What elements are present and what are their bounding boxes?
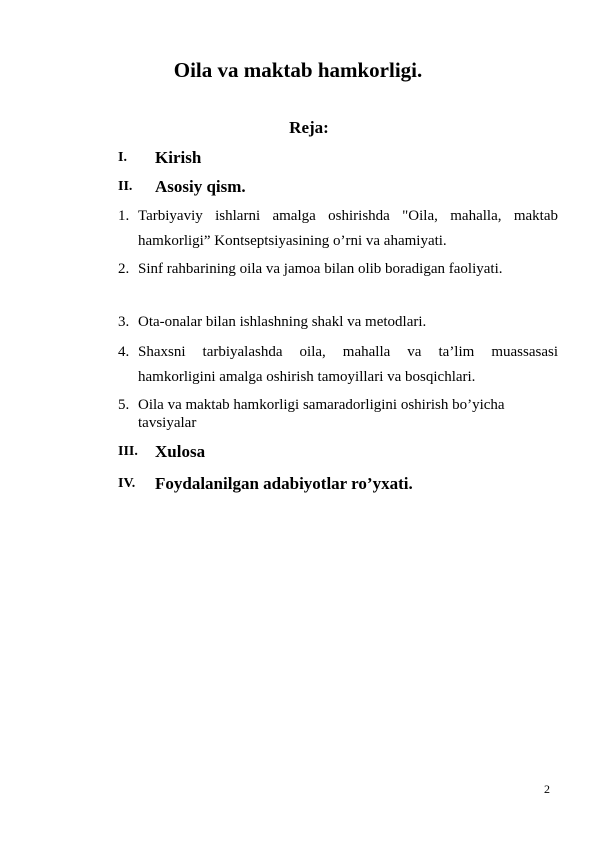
plan-item-number: 3. (118, 314, 130, 330)
section-numeral: II. (118, 179, 133, 194)
plan-item-text: Ota-onalar bilan ishlashning shakl va metodlari. (138, 314, 427, 330)
plan-item-text: Tarbiyaviy ishlarni amalga oshirishda "Oila, mahalla, maktab hamkorligi” Kontseptsiyasining o’rni va ahamiyati. (138, 208, 558, 249)
plan-item-number: 1. (118, 208, 130, 224)
plan-item-number: 5. (118, 397, 130, 413)
section-numeral: I. (118, 150, 127, 165)
section-label: Xulosa (155, 442, 206, 461)
section-numeral: III. (118, 444, 138, 459)
plan-item-text: Shaxsni tarbiyalashda oila, mahalla va ta’lim muassasasi hamkorligini amalga oshirish tamoyillari va bosqichlari. (138, 344, 558, 385)
plan-heading: Reja: (289, 118, 329, 137)
plan-item-number: 4. (118, 344, 130, 360)
document-title: Oila va maktab hamkorligi. (173, 58, 423, 82)
section-numeral: IV. (118, 476, 136, 491)
section-label: Foydalanilgan adabiyotlar ro’yxati. (155, 474, 413, 493)
plan-item-text: Sinf rahbarining oila va jamoa bilan olib boradigan faoliyati. (138, 261, 503, 277)
plan-item-text: Oila va maktab hamkorligi samaradorligini oshirish bo’yicha tavsiyalar (138, 397, 505, 431)
section-label: Kirish (155, 148, 202, 167)
section-label: Asosiy qism. (155, 177, 246, 196)
page-number: 2 (544, 782, 550, 796)
plan-item-number: 2. (118, 261, 130, 277)
